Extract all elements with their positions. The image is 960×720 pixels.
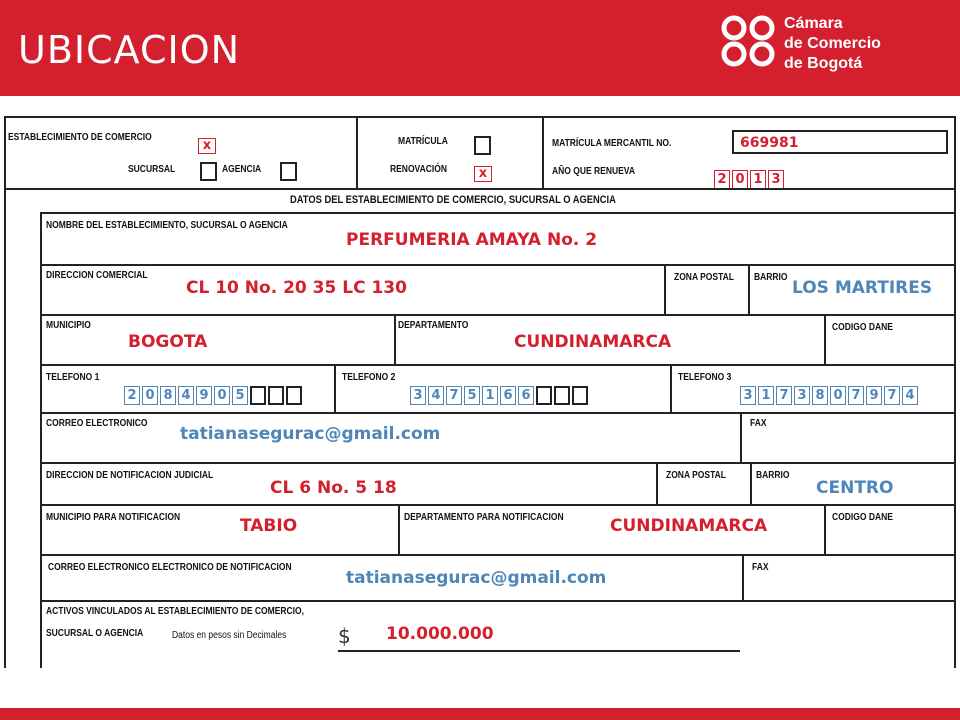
digit-box: 0 [214, 386, 230, 405]
telefono1-digits[interactable] [124, 386, 304, 405]
notif-fax-label: FAX [752, 562, 769, 573]
digit-box: 4 [902, 386, 918, 405]
digit-box: 8 [160, 386, 176, 405]
activos-underline [338, 650, 740, 652]
divider [670, 364, 672, 412]
divider [40, 212, 956, 214]
notif-municipio-value[interactable]: TABIO [240, 516, 298, 536]
digit-box: 7 [848, 386, 864, 405]
notif-barrio-label: BARRIO [756, 470, 790, 481]
empty-digit-box [268, 386, 284, 405]
notif-barrio-value[interactable]: CENTRO [816, 478, 894, 498]
digit-box: 4 [178, 386, 194, 405]
digit-box: 5 [232, 386, 248, 405]
empty-digit-box [286, 386, 302, 405]
notif-direccion-label: DIRECCION DE NOTIFICACION JUDICIAL [46, 470, 214, 481]
notif-departamento-value[interactable]: CUNDINAMARCA [610, 516, 768, 536]
divider [742, 554, 744, 600]
empty-digit-box [250, 386, 266, 405]
telefono1-label: TELEFONO 1 [46, 372, 100, 383]
ano-renueva-label: AÑO QUE RENUEVA [552, 166, 635, 177]
digit-box: 0 [142, 386, 158, 405]
notif-zona-postal-label: ZONA POSTAL [666, 470, 726, 481]
digit-box: 1 [750, 170, 766, 189]
establecimiento-mark[interactable]: x [198, 138, 216, 154]
digit-box: 3 [410, 386, 426, 405]
registration-form [0, 116, 960, 668]
divider [394, 314, 396, 364]
matricula-mercantil-value: 669981 [740, 135, 799, 151]
footer-bar [0, 708, 960, 720]
logo-wordmark [784, 14, 881, 74]
digit-box: 0 [830, 386, 846, 405]
digit-box: 7 [776, 386, 792, 405]
telefono2-label: TELEFONO 2 [342, 372, 396, 383]
sucursal-checkbox[interactable] [200, 162, 217, 181]
divider [740, 412, 742, 462]
divider [542, 116, 544, 188]
divider [356, 116, 358, 188]
nombre-label: NOMBRE DEL ESTABLECIMIENTO, SUCURSAL O AGENCIA [46, 220, 288, 231]
logo-symbol-icon [720, 14, 780, 70]
digit-box: 7 [884, 386, 900, 405]
municipio-value[interactable]: BOGOTA [128, 332, 208, 352]
form-right-border [954, 116, 956, 668]
divider [40, 314, 956, 316]
sucursal-label: SUCURSAL [128, 164, 176, 175]
notif-direccion-value[interactable]: CL 6 No. 5 18 [270, 478, 397, 498]
digit-box: 4 [428, 386, 444, 405]
digit-box: 6 [518, 386, 534, 405]
currency-symbol: $ [338, 624, 351, 648]
digit-box: 1 [482, 386, 498, 405]
activos-label-2: SUCURSAL O AGENCIA [46, 628, 144, 639]
divider [40, 412, 956, 414]
notif-codigo-dane-label: CODIGO DANE [832, 512, 893, 523]
divider [664, 264, 666, 314]
direccion-label: DIRECCION COMERCIAL [46, 270, 148, 281]
matricula-mercantil-label: MATRÍCULA MERCANTIL NO. [552, 138, 672, 149]
form-left-border [4, 116, 6, 668]
digit-box: 1 [758, 386, 774, 405]
activos-label-1: ACTIVOS VINCULADOS AL ESTABLECIMIENTO DE COMERCIO, [46, 606, 305, 617]
page-title: UBICACION [18, 28, 241, 72]
departamento-value[interactable]: CUNDINAMARCA [514, 332, 672, 352]
departamento-label: DEPARTAMENTO [398, 320, 469, 331]
notif-correo-value[interactable]: tatianasegurac@gmail.com [346, 568, 607, 588]
telefono3-digits[interactable] [740, 386, 920, 405]
digit-box: 3 [740, 386, 756, 405]
digit-box: 0 [732, 170, 748, 189]
renovacion-label: RENOVACIÓN [390, 164, 447, 175]
matricula-mercantil-field[interactable] [732, 130, 948, 154]
agencia-checkbox[interactable] [280, 162, 297, 181]
divider [824, 504, 826, 554]
correo-label: CORREO ELECTRONICO [46, 418, 148, 429]
notif-departamento-label: DEPARTAMENTO PARA NOTIFICACION [404, 512, 564, 523]
divider [4, 188, 956, 190]
fax-label: FAX [750, 418, 767, 429]
form-top-border [4, 116, 956, 118]
digit-box: 9 [196, 386, 212, 405]
ano-renueva-digits[interactable] [714, 170, 786, 189]
barrio-label: BARRIO [754, 272, 788, 283]
agencia-label: AGENCIA [222, 164, 262, 175]
direccion-value[interactable]: CL 10 No. 20 35 LC 130 [186, 278, 407, 298]
notif-municipio-label: MUNICIPIO PARA NOTIFICACION [46, 512, 181, 523]
activos-value[interactable]: 10.000.000 [386, 624, 494, 644]
digit-box: 5 [464, 386, 480, 405]
digit-box: 3 [768, 170, 784, 189]
activos-note: Datos en pesos sin Decimales [172, 630, 287, 641]
divider [40, 504, 956, 506]
codigo-dane-label: CODIGO DANE [832, 322, 893, 333]
digit-box: 8 [812, 386, 828, 405]
divider [40, 600, 956, 602]
empty-digit-box [554, 386, 570, 405]
digit-box: 3 [794, 386, 810, 405]
section-title: DATOS DEL ESTABLECIMIENTO DE COMERCIO, SUCURSAL O AGENCIA [290, 194, 616, 206]
digit-box: 6 [500, 386, 516, 405]
divider [750, 462, 752, 504]
telefono3-label: TELEFONO 3 [678, 372, 732, 383]
empty-digit-box [572, 386, 588, 405]
digit-box: 2 [714, 170, 730, 189]
empty-digit-box [536, 386, 552, 405]
divider [40, 462, 956, 464]
telefono2-digits[interactable] [410, 386, 590, 405]
digit-box: 9 [866, 386, 882, 405]
nombre-value[interactable]: PERFUMERIA AMAYA No. 2 [346, 230, 598, 250]
matricula-label: MATRÍCULA [398, 136, 448, 147]
divider [824, 314, 826, 364]
correo-value[interactable]: tatianasegurac@gmail.com [180, 424, 441, 444]
logo-line-1: Cámara [784, 15, 843, 32]
zona-postal-label: ZONA POSTAL [674, 272, 734, 283]
logo-line-2: de Comercio [784, 35, 881, 52]
divider [748, 264, 750, 314]
digit-box: 2 [124, 386, 140, 405]
renovacion-mark[interactable]: x [474, 166, 492, 182]
matricula-checkbox[interactable] [474, 136, 491, 155]
divider [334, 364, 336, 412]
notif-correo-label: CORREO ELECTRONICO ELECTRONICO DE NOTIFICACION [48, 562, 292, 573]
establecimiento-label: ESTABLECIMIENTO DE COMERCIO [8, 132, 152, 143]
divider [40, 264, 956, 266]
barrio-value[interactable]: LOS MARTIRES [792, 278, 933, 298]
divider [40, 554, 956, 556]
header-banner [0, 0, 960, 96]
digit-box: 7 [446, 386, 462, 405]
camara-comercio-logo [720, 14, 920, 74]
municipio-label: MUNICIPIO [46, 320, 91, 331]
divider [656, 462, 658, 504]
logo-line-3: de Bogotá [784, 55, 863, 72]
divider [40, 364, 956, 366]
divider [398, 504, 400, 554]
